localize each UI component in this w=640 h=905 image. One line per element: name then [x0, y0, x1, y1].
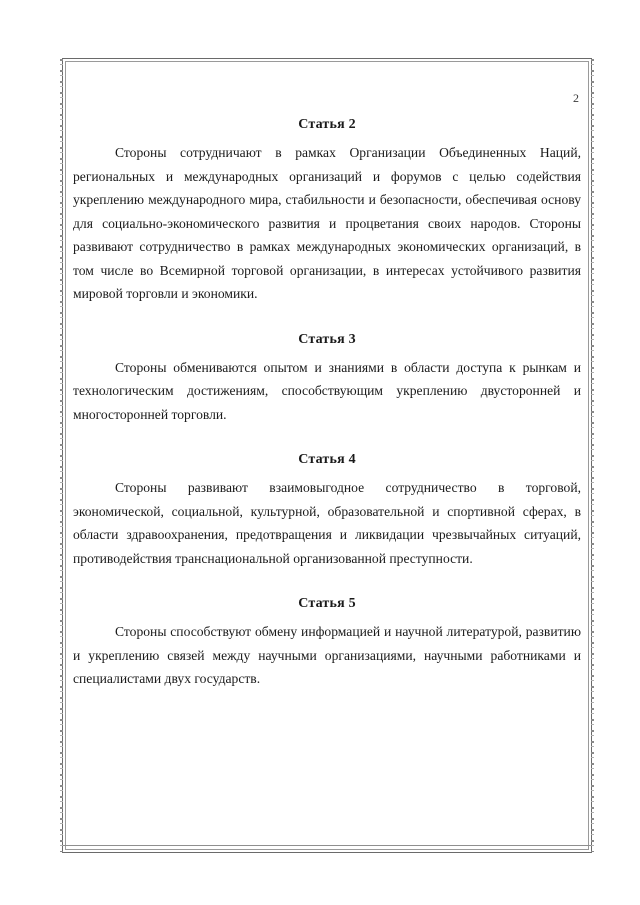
article-title: Статья 3: [298, 331, 356, 347]
article-title: Статья 2: [298, 117, 356, 132]
article-text: Стороны способствуют обмену информацией и научной литературой, развитию и укреплению связей между научными организациями, научными работниками и специалистами двух государств.: [73, 624, 581, 686]
scan-edge-right: [591, 59, 594, 852]
article-text: Стороны сотрудничают в рамках Организации Объединенных Наций, региональных и международных организаций и форумов с целью содействия укреплению международного мира, стабильности и безопасности, обеспечивая основу для социально-экономического развития и процветания своих народов. Стороны развивают сотрудничество в рамках международных экономических организаций, в том числе во Всемирной торговой организации, в интересах устойчивого развития мировой торговли и экономики.: [73, 145, 581, 301]
article-3: [73, 332, 581, 427]
page-number: 2: [573, 91, 579, 105]
article-title: Статья 4: [298, 452, 356, 467]
article-5: [73, 596, 581, 691]
scan-edge-left: [60, 59, 63, 852]
article-4: [73, 452, 581, 570]
page-frame: [62, 58, 592, 853]
bottom-rule: [63, 845, 591, 846]
article-text: Стороны обмениваются опытом и знаниями в области доступа к рынкам и технологическим достижениям, способствующим укреплению двусторонней и многосторонней торговли.: [73, 359, 581, 422]
article-2: [73, 117, 581, 306]
document-body: [73, 117, 581, 717]
article-text: Стороны развивают взаимовыгодное сотрудничество в торговой, экономической, социальной, культурной, образовательной и спортивной сферах, в области здравоохранения, предотвращения и ликвидации чрезвычайных ситуаций, противодействия транснациональной организованной преступности.: [73, 480, 581, 566]
article-title: Статья 5: [298, 596, 356, 611]
